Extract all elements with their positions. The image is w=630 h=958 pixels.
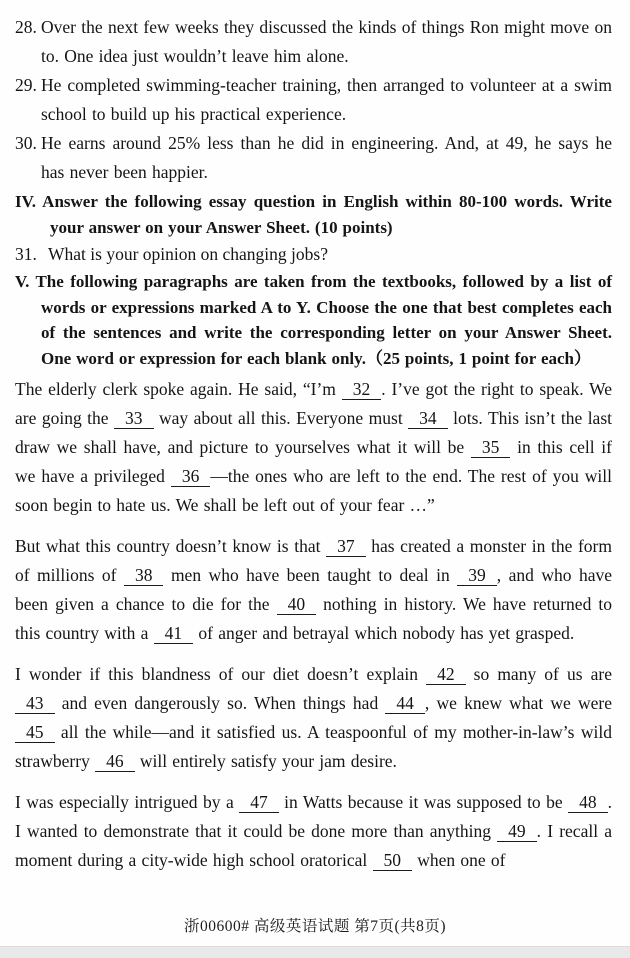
section-heading-iv [15,189,612,240]
section-number: IV. [15,192,36,211]
scan-edge-decoration [0,946,630,958]
cloze-blank-46: 46 [95,751,135,772]
cloze-paragraph-3: I wonder if this blandness of our diet doesn’t explain 42 so many of us are 43 and even dangerously so. When things had 44 , we knew what we were 45 all the while—and it satisfied us. A teaspoonful of my mother-in-law’s wild strawberry 46 will entirely satisfy your jam desire. [15,664,612,771]
cloze-blank-34: 34 [408,408,448,429]
question-text: He earns around 25% less than he did in engineering. And, at 49, he says he has never been happier. [41,133,612,182]
cloze-blank-38: 38 [124,565,164,586]
question-item-30 [15,129,612,187]
cloze-blank-48: 48 [568,792,608,813]
section-instructions: Answer the following essay question in English within 80-100 words. Write your answer on your Answer Sheet. (10 points) [42,192,612,237]
section-number: V. [15,272,30,291]
question-number: 29. [15,75,37,95]
question-text: Over the next few weeks they discussed the kinds of things Ron might move on to. One idea just wouldn’t leave him alone. [41,17,612,66]
question-number: 30. [15,133,37,153]
cloze-blank-35: 35 [471,437,511,458]
question-number: 28. [15,17,37,37]
cloze-paragraph-1: The elderly clerk spoke again. He said, “I’m 32 . I’ve got the right to speak. We are going the 33 way about all this. Everyone must 34 lots. This isn’t the last draw we shall have, and picture to yourselves what it will be 35 in this cell if we have a privileged 36 —the ones who are left to the end. The rest of you will soon begin to hate us. We shall be left out of your fear …” [15,379,613,515]
question-number: 31. [15,244,37,264]
question-text: What is your opinion on changing jobs? [48,244,328,264]
cloze-blank-41: 41 [154,623,194,644]
cloze-blank-37: 37 [326,536,366,557]
cloze-blank-49: 49 [497,821,537,842]
cloze-blank-43: 43 [15,693,55,714]
cloze-blank-40: 40 [277,594,317,615]
cloze-blank-44: 44 [385,693,425,714]
cloze-blank-32: 32 [342,379,382,400]
cloze-paragraph-2: But what this country doesn’t know is that 37 has created a monster in the form of millions of 38 men who have been taught to deal in 39 , and who have been given a chance to die for the 40 nothing in history. We have returned to this country with a 41 of anger and betrayal which nobody has yet grasped. [15,536,613,643]
question-item-28 [15,13,612,71]
cloze-blank-50: 50 [373,850,413,871]
section-instructions: The following paragraphs are taken from the textbooks, followed by a list of words or expressions marked A to Y. Choose the one that best completes each of the sentences and write the corresponding letter on your Answer Sheet. One word or expression for each blank only.（25 points, 1 point for each） [35,272,613,368]
cloze-blank-33: 33 [114,408,154,429]
cloze-blank-39: 39 [457,565,497,586]
cloze-blank-45: 45 [15,722,55,743]
page-footer: 浙00600# 高级英语试题 第7页(共8页) [183,918,447,935]
essay-question-31 [15,240,612,269]
cloze-paragraph-4: I was especially intrigued by a 47 in Watts because it was supposed to be 48 . I wanted to demonstrate that it could be done more than anything 49 . I recall a moment during a city-wide high school oratorical 50 when one of [15,792,612,870]
question-text: He completed swimming-teacher training, then arranged to volunteer at a swim school to build up his practical experience. [41,75,612,124]
cloze-blank-47: 47 [239,792,279,813]
cloze-blank-36: 36 [171,466,211,487]
question-item-29 [15,71,612,129]
cloze-blank-42: 42 [426,664,466,685]
section-heading-v [15,269,612,371]
